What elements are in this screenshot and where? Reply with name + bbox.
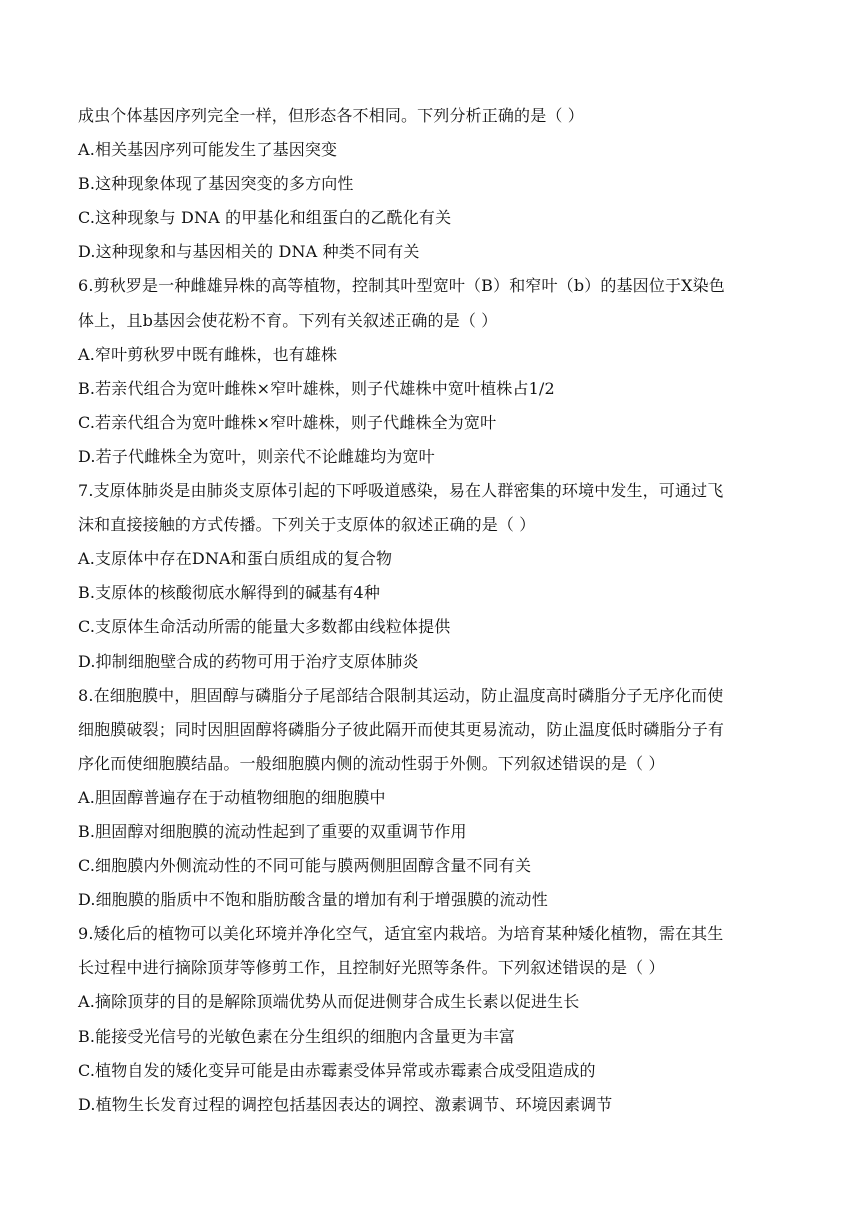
option-c: C.植物自发的矮化变异可能是由赤霉素受体异常或赤霉素合成受阻造成的 — [78, 1060, 596, 1080]
question-stem-line: 成虫个体基因序列完全一样，但形态各不相同。下列分析正确的是（ ） — [78, 106, 584, 125]
question-9 — [78, 917, 778, 1122]
question-stem-line: 8.在细胞膜中，胆固醇与磷脂分子尾部结合限制其运动，防止温度高时磷脂分子无序化而使 — [78, 685, 724, 705]
question-5 — [78, 99, 778, 269]
question-6 — [78, 269, 778, 474]
option-a: A.相关基因序列可能发生了基因突变 — [78, 140, 338, 160]
option-d: D.这种现象和与基因相关的 DNA 种类不同有关 — [78, 242, 420, 262]
option-d: D.若子代雌株全为宽叶，则亲代不论雌雄均为宽叶 — [78, 446, 435, 466]
option-b: B.支原体的核酸彻底水解得到的碱基有4种 — [78, 583, 381, 603]
option-d: D.植物生长发育过程的调控包括基因表达的调控、激素调节、环境因素调节 — [78, 1094, 613, 1114]
question-stem-line: 长过程中进行摘除顶芽等修剪工作，且控制好光照等条件。下列叙述错误的是（ ） — [78, 958, 665, 978]
option-a: A.支原体中存在DNA和蛋白质组成的复合物 — [78, 549, 393, 569]
option-c: C.支原体生命活动所需的能量大多数都由线粒体提供 — [78, 617, 451, 637]
option-b: B.这种现象体现了基因突变的多方向性 — [78, 174, 354, 194]
option-b: B.胆固醇对细胞膜的流动性起到了重要的双重调节作用 — [78, 821, 467, 841]
option-a: A.胆固醇普遍存在于动植物细胞的细胞膜中 — [78, 787, 386, 807]
option-c: C.这种现象与 DNA 的甲基化和组蛋白的乙酰化有关 — [78, 208, 452, 228]
option-b: B.若亲代组合为宽叶雌株×窄叶雄株，则子代雄株中宽叶植株占1/2 — [78, 378, 555, 398]
question-8 — [78, 679, 778, 918]
question-stem-line: 9.矮化后的植物可以美化环境并净化空气，适宜室内栽培。为培育某种矮化植物，需在其生 — [78, 924, 724, 944]
option-a: A.窄叶剪秋罗中既有雌株，也有雄株 — [78, 344, 338, 364]
question-stem-line: 体上，且b基因会使花粉不育。下列有关叙述正确的是（ ） — [78, 310, 498, 330]
question-7 — [78, 474, 778, 679]
option-d: D.抑制细胞壁合成的药物可用于治疗支原体肺炎 — [78, 651, 419, 671]
option-a: A.摘除顶芽的目的是解除顶端优势从而促进侧芽合成生长素以促进生长 — [78, 992, 580, 1012]
option-b: B.能接受光信号的光敏色素在分生组织的细胞内含量更为丰富 — [78, 1026, 516, 1046]
question-stem-line: 沫和直接接触的方式传播。下列关于支原体的叙述正确的是（ ） — [78, 515, 536, 535]
question-stem-line: 序化而使细胞膜结晶。一般细胞膜内侧的流动性弱于外侧。下列叙述错误的是（ ） — [78, 753, 665, 773]
question-stem-line: 7.支原体肺炎是由肺炎支原体引起的下呼吸道感染，易在人群密集的环境中发生，可通过飞 — [78, 481, 724, 501]
option-c: C.细胞膜内外侧流动性的不同可能与膜两侧胆固醇含量不同有关 — [78, 856, 532, 876]
question-content — [78, 99, 778, 1122]
option-c: C.若亲代组合为宽叶雌株×窄叶雄株，则子代雌株全为宽叶 — [78, 412, 497, 432]
question-stem-line: 6.剪秋罗是一种雌雄异株的高等植物，控制其叶型宽叶（B）和窄叶（b）的基因位于X染色 — [78, 276, 725, 296]
option-d: D.细胞膜的脂质中不饱和脂肪酸含量的增加有利于增强膜的流动性 — [78, 890, 548, 910]
question-stem-line: 细胞膜破裂；同时因胆固醇将磷脂分子彼此隔开而使其更易流动，防止温度低时磷脂分子有 — [78, 719, 725, 739]
